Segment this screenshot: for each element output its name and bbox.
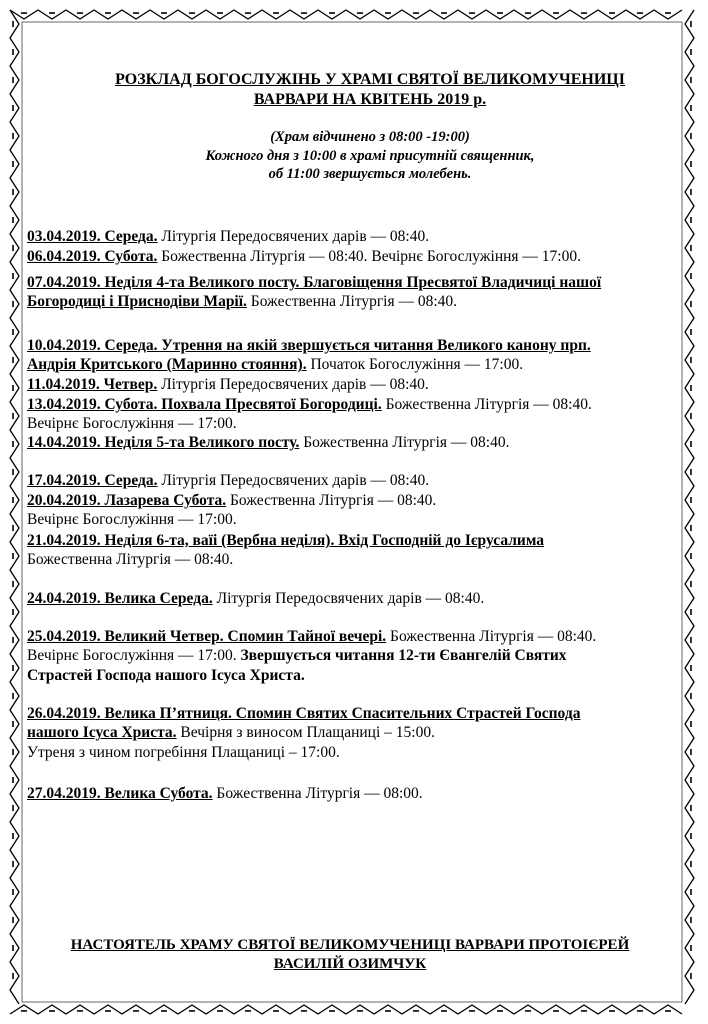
entry-heading: нашого Ісуса Христа. (27, 724, 177, 742)
entry-line (27, 743, 677, 762)
entry-line (27, 510, 677, 529)
schedule-entry (27, 491, 677, 530)
entry-line (27, 355, 677, 374)
title-line-2: ВАРВАРИ НА КВІТЕНЬ 2019 р. (253, 91, 487, 108)
entry-text: Вечірнє Богослужіння — 17:00. (27, 511, 237, 529)
entry-text: Вечірнє Богослужіння — 17:00. (27, 415, 237, 433)
entry-line (27, 433, 677, 452)
rector-signature (30, 936, 670, 974)
entry-text: Літургія Передосвячених дарів — 08:40. (157, 376, 429, 393)
schedule-entry (27, 627, 677, 685)
entry-text: Літургія Передосвячених дарів — 08:40. (157, 228, 430, 245)
document-title (60, 70, 680, 110)
entry-line (27, 704, 677, 723)
entry-line (27, 375, 677, 394)
entry-line (27, 247, 677, 266)
entry-line (27, 471, 677, 490)
schedule-entry (27, 336, 677, 375)
opening-hours-note (60, 128, 680, 184)
schedule-entry (27, 227, 677, 246)
entry-text: Утреня з чином погребіння Плащаниці – 17:00. (27, 743, 340, 761)
intro-line-2: Кожного дня з 10:00 в храмі присутній священник, (205, 147, 535, 164)
schedule-entry (27, 531, 677, 570)
entry-heading: 11.04.2019. Четвер. (27, 376, 158, 393)
footer-line-2: ВАСИЛІЙ ОЗИМЧУК (273, 956, 427, 972)
entry-text: Божественна Літургія — 08:40. (27, 551, 234, 569)
entry-text: Божественна Літургія — 08:40. (226, 492, 437, 509)
schedule-entry (27, 395, 677, 434)
entry-text: Початок Богослужіння — 17:00. (306, 356, 524, 374)
entry-line (27, 491, 677, 510)
entry-text: Вечірня з виносом Плащаниці – 15:00. (176, 724, 435, 742)
title-line-1: РОЗКЛАД БОГОСЛУЖІНЬ У ХРАМІ СВЯТОЇ ВЕЛИКОМУЧЕНИЦІ (115, 71, 625, 88)
entry-line (27, 227, 677, 246)
entry-line (27, 589, 677, 608)
entry-text: Літургія Передосвячених дарів — 08:40. (212, 590, 485, 607)
entry-line (27, 336, 677, 355)
entry-line (27, 395, 677, 414)
entry-heading: 03.04.2019. Середа. (27, 228, 158, 245)
entry-line (27, 666, 677, 685)
entry-text: Божественна Літургія — 08:40. (381, 396, 592, 413)
entry-heading: 14.04.2019. Неділя 5-та Великого посту. (27, 434, 300, 451)
schedule-entry (27, 273, 677, 312)
entry-line (27, 414, 677, 433)
entry-heading: 20.04.2019. Лазарева Субота. (27, 492, 227, 509)
schedule-entry (27, 704, 677, 762)
footer-line-1: НАСТОЯТЕЛЬ ХРАМУ СВЯТОЇ ВЕЛИКОМУЧЕНИЦІ ВАРВАРИ ПРОТОІЄРЕЙ (70, 937, 630, 953)
entry-heading: 13.04.2019. Субота. Похвала Пресвятої Богородиці. (27, 396, 382, 413)
entry-line (27, 531, 677, 550)
entry-text: Божественна Літургія — 08:40. (299, 434, 510, 451)
entry-heading: 27.04.2019. Велика Субота. (27, 785, 213, 802)
entry-heading: Звершується читання 12-ти Євангелій Святих (240, 647, 567, 665)
entry-heading: 26.04.2019. Велика П’ятниця. Спомин Святих Спасительних Страстей Господа (27, 705, 581, 722)
entry-heading: 10.04.2019. Середа. Утрення на якій звершується читання Великого канону прп. (27, 337, 591, 354)
entry-line (27, 627, 677, 646)
entry-text: Вечірнє Богослужіння — 17:00. (27, 647, 241, 665)
entry-heading: Богородиці і Приснодіви Марії. (27, 293, 247, 311)
entry-heading: 06.04.2019. Субота. (27, 248, 158, 265)
intro-line-3: об 11:00 звершується молебень. (268, 166, 472, 182)
entry-line (27, 646, 677, 665)
entry-line (27, 273, 677, 292)
entry-heading: 07.04.2019. Неділя 4-та Великого посту. Благовіщення Пресвятої Владичиці нашої (27, 274, 602, 291)
entry-text: Божественна Літургія — 08:00. (212, 785, 423, 802)
schedule-entry (27, 375, 677, 394)
entry-heading: Страстей Господа нашого Ісуса Христа. (27, 666, 305, 684)
schedule-entry (27, 247, 677, 266)
entry-line (27, 723, 677, 742)
entry-line (27, 550, 677, 569)
entry-line (27, 784, 677, 803)
entry-line (27, 292, 677, 311)
entry-text: Божественна Літургія — 08:40. (386, 628, 597, 645)
entry-text: Божественна Літургія — 08:40. Вечірнє Богослужіння — 17:00. (157, 248, 581, 265)
entry-text: Літургія Передосвячених дарів — 08:40. (157, 472, 430, 489)
schedule-entry (27, 433, 677, 452)
entry-text: Божественна Літургія — 08:40. (246, 293, 458, 311)
schedule-entry (27, 589, 677, 608)
entry-heading: 21.04.2019. Неділя 6-та, ваїі (Вербна неділя). Вхід Господній до Ієрусалима (27, 532, 545, 549)
schedule-entry (27, 784, 677, 803)
intro-line-1: (Храм відчинено з 08:00 -19:00) (270, 129, 470, 145)
entry-heading: 25.04.2019. Великий Четвер. Спомин Тайної вечері. (27, 628, 387, 645)
schedule-entry (27, 471, 677, 490)
entry-heading: Андрія Критського (Маринно стояння). (27, 356, 307, 374)
entry-heading: 17.04.2019. Середа. (27, 472, 158, 489)
entry-heading: 24.04.2019. Велика Середа. (27, 590, 213, 607)
